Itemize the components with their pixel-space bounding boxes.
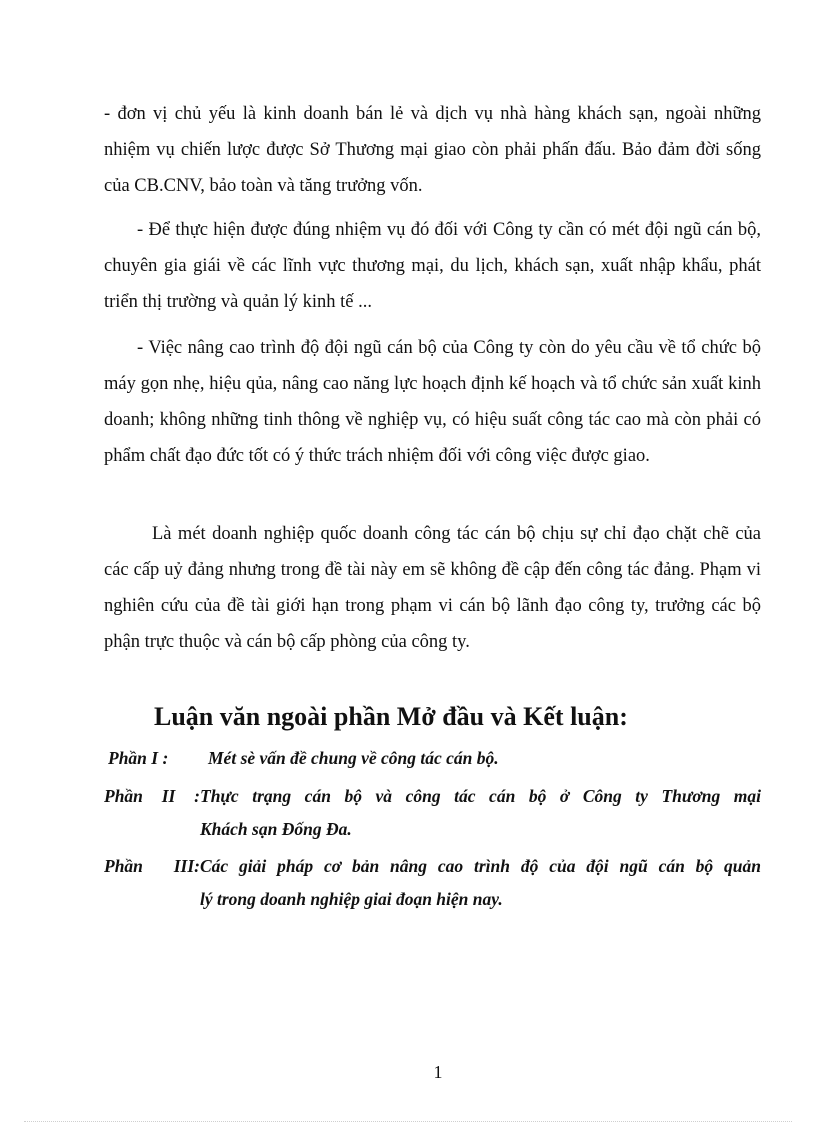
page-bottom-divider — [24, 1121, 792, 1122]
outline-heading: Luận văn ngoài phần Mở đầu và Kết luận: — [154, 702, 628, 731]
outline-part-2-line — [104, 780, 761, 813]
body-paragraph-4: Là mét doanh nghiệp quốc doanh công tác cán bộ chịu sự chỉ đạo chặt chẽ của các cấp uỷ đảng nhưng trong đề tài này em sẽ không đề cập đến công tác đảng. Phạm vi nghiên cứu của đề tài giới hạn trong phạm vi cán bộ lãnh đạo công ty, trưởng các bộ phận trực thuộc và cán bộ cấp phòng của công ty. — [104, 524, 761, 652]
outline-part-3-title-continued: lý trong doanh nghiệp giai đoạn hiện nay. — [200, 889, 503, 909]
outline-part-1-label: Phần I : — [108, 748, 169, 768]
outline-part-2-title-continued: Khách sạn Đống Đa. — [200, 819, 352, 839]
body-paragraph-3: - Việc nâng cao trình độ đội ngũ cán bộ của Công ty còn do yêu cầu về tổ chức bộ máy gọn nhẹ, hiệu qủa, nâng cao năng lực hoạch định kế hoạch và tổ chức sản xuất kinh doanh; không những tinh thông về nghiệp vụ, có hiệu suất công tác cao mà còn phải có phẩm chất đạo đức tốt có ý thức trách nhiệm đối với công việc được giao. — [104, 338, 761, 466]
outline-part-3-title: Các giải pháp cơ bản nâng cao trình độ của đội ngũ cán bộ quản — [200, 856, 761, 876]
outline-part-1-line — [108, 742, 765, 775]
outline-part-2-title: Thực trạng cán bộ và công tác cán bộ ở Công ty Thương mại — [200, 786, 761, 806]
body-paragraph-2: - Để thực hiện được đúng nhiệm vụ đó đối với Công ty cần có mét đội ngũ cán bộ, chuyên gia giái về các lĩnh vực thương mại, du lịch, khách sạn, xuất nhập khẩu, phát triển thị trường và quản lý kinh tế ... — [104, 220, 761, 312]
outline-part-3-line — [104, 850, 761, 883]
outline-part-3-label: Phần III: — [104, 856, 200, 876]
outline-part-1-title: Mét sè vấn đề chung về công tác cán bộ. — [208, 748, 499, 768]
body-paragraph-1: - đơn vị chủ yếu là kinh doanh bán lẻ và dịch vụ nhà hàng khách sạn, ngoài những nhiệm vụ chiến lược được Sở Thương mại giao còn phải phấn đấu. Bảo đảm đời sống của CB.CNV, bảo toàn và tăng trưởng vốn. — [104, 104, 761, 196]
outline-part-2-label: Phần II : — [104, 786, 200, 806]
outline-part-3 — [104, 850, 761, 916]
page-number: 1 — [433, 1062, 443, 1082]
outline-part-1 — [108, 742, 765, 775]
outline-part-2 — [104, 780, 761, 846]
